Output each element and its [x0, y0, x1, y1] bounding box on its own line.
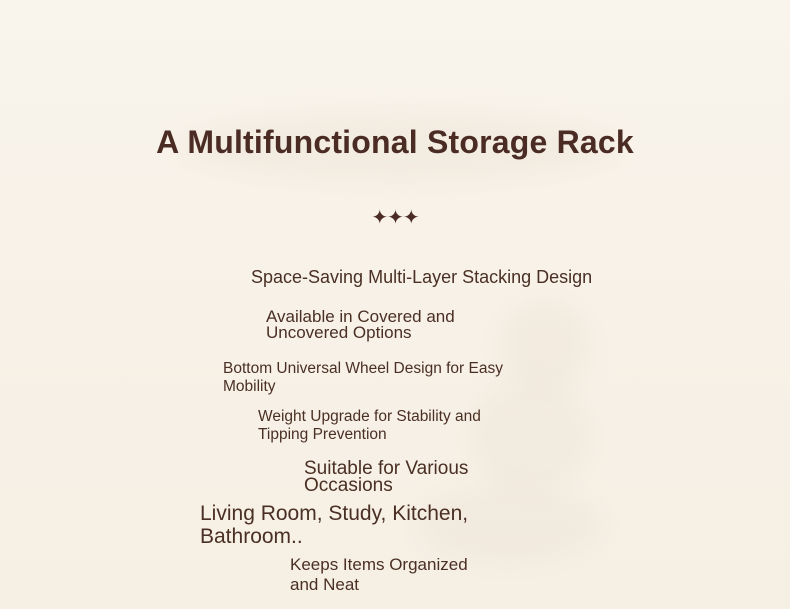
feature-occasions: Suitable for Various Occasions	[304, 458, 469, 496]
feature-stacking-design: Space-Saving Multi-Layer Stacking Design	[251, 267, 593, 287]
feature-wheel-mobility: Bottom Universal Wheel Design for Easy Mobility	[223, 360, 503, 395]
feature-cover-options: Available in Covered and Uncovered Options	[266, 307, 455, 342]
feature-stability: Weight Upgrade for Stability and Tipping Prevention	[258, 408, 481, 443]
page-title: A Multifunctional Storage Rack	[156, 124, 634, 160]
feature-organized: Keeps Items Organized and Neat	[290, 555, 468, 594]
feature-rooms: Living Room, Study, Kitchen, Bathroom..	[200, 502, 469, 548]
decorative-divider: ✦✦✦	[371, 207, 419, 229]
